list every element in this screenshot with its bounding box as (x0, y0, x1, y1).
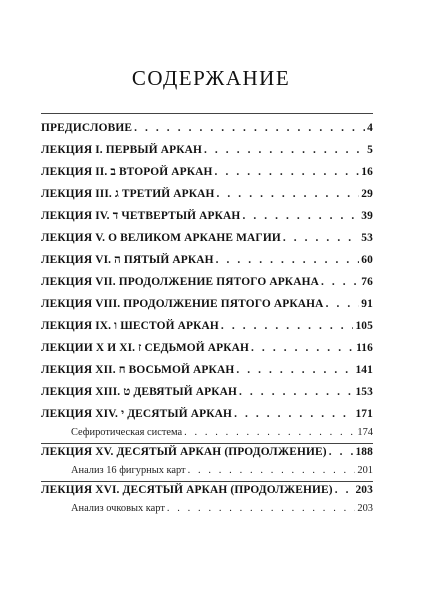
toc-page-number: 203 (357, 503, 373, 514)
toc-entry-label: ЛЕКЦИЯ VII. ПРОДОЛЖЕНИЕ ПЯТОГО АРКАНА (41, 276, 319, 288)
toc-entry-label: ЛЕКЦИЯ V. О ВЕЛИКОМ АРКАНЕ МАГИИ (41, 232, 281, 244)
dot-leader (216, 254, 360, 266)
dot-leader (234, 408, 353, 420)
toc-subentry (41, 427, 373, 438)
toc-page-number: 29 (361, 188, 373, 200)
toc-page-number: 60 (361, 254, 373, 266)
toc-page-number: 201 (357, 465, 373, 476)
dot-leader (134, 122, 365, 134)
toc-entry-label: ЛЕКЦИЯ XIV. י ДЕСЯТЫЙ АРКАН (41, 408, 233, 420)
dot-leader (321, 276, 359, 288)
toc-page-number: 76 (361, 276, 373, 288)
toc-entry-label: ЛЕКЦИЯ XVI. ДЕСЯТЫЙ АРКАН (ПРОДОЛЖЕНИЕ) (41, 484, 333, 496)
dot-leader (167, 503, 356, 514)
toc-entry (41, 188, 373, 200)
dot-leader (217, 188, 360, 200)
toc-entry-label: ПРЕДИСЛОВИЕ (41, 122, 133, 134)
dot-leader (221, 320, 354, 332)
toc-entry (41, 386, 373, 398)
toc-entry (41, 298, 373, 310)
toc-entry-label: Сефиротическая система (71, 427, 183, 438)
dot-leader (326, 298, 360, 310)
divider (41, 443, 373, 444)
dot-leader (329, 446, 354, 458)
toc-page-number: 53 (361, 232, 373, 244)
toc-page-number: 174 (357, 427, 373, 438)
dot-leader (251, 342, 354, 354)
toc-entry (41, 122, 373, 134)
toc-page-number: 171 (355, 408, 373, 420)
toc-entry-label: ЛЕКЦИЯ XIII. ט ДЕВЯТЫЙ АРКАН (41, 386, 238, 398)
toc-entry-label: ЛЕКЦИЯ IV. ד ЧЕТВЕРТЫЙ АРКАН (41, 210, 241, 222)
toc-subentry (41, 503, 373, 514)
toc-entry-label: ЛЕКЦИЯ XII. ח ВОСЬМОЙ АРКАН (41, 364, 235, 376)
dot-leader (215, 166, 360, 178)
toc-entry (41, 364, 373, 376)
dot-leader (236, 364, 353, 376)
dot-leader (184, 427, 355, 438)
toc-page-number: 203 (355, 484, 373, 496)
toc-entry (41, 408, 373, 420)
dot-leader (242, 210, 359, 222)
toc-entry-label: Анализ 16 фигурных карт (71, 465, 186, 476)
dot-leader (283, 232, 359, 244)
toc-entry (41, 320, 373, 332)
toc-entry-label: ЛЕКЦИЯ II. ב ВТОРОЙ АРКАН (41, 166, 213, 178)
dot-leader (188, 465, 356, 476)
toc-entry (41, 144, 373, 156)
toc-entry (41, 254, 373, 266)
toc-page-number: 91 (361, 298, 373, 310)
toc-entry-label: ЛЕКЦИЯ VIII. ПРОДОЛЖЕНИЕ ПЯТОГО АРКАНА (41, 298, 324, 310)
toc-entry-label: ЛЕКЦИЯ III. ג ТРЕТИЙ АРКАН (41, 188, 215, 200)
dot-leader (204, 144, 365, 156)
toc-page-number: 105 (355, 320, 373, 332)
divider (41, 481, 373, 482)
toc-entry (41, 484, 373, 496)
toc-entry (41, 210, 373, 222)
toc-entry-label: ЛЕКЦИЯ XV. ДЕСЯТЫЙ АРКАН (ПРОДОЛЖЕНИЕ) (41, 446, 327, 458)
toc-page-number: 141 (355, 364, 373, 376)
toc-entry (41, 276, 373, 288)
toc-page-number: 39 (361, 210, 373, 222)
toc-entry (41, 232, 373, 244)
dot-leader (239, 386, 353, 398)
toc-subentry (41, 465, 373, 476)
page-title: СОДЕРЖАНИЕ (131, 66, 291, 90)
toc-page-number: 153 (355, 386, 373, 398)
toc-entry-label: ЛЕКЦИЯ IX. ו ШЕСТОЙ АРКАН (41, 320, 219, 332)
toc-entry-label: ЛЕКЦИИ X И XI. ז СЕДЬМОЙ АРКАН (41, 342, 250, 354)
toc-page-number: 16 (361, 166, 373, 178)
toc-entry (41, 342, 373, 354)
dot-leader (335, 484, 354, 496)
toc-entry-label: ЛЕКЦИЯ VI. ה ПЯТЫЙ АРКАН (41, 254, 214, 266)
toc-page-number: 116 (356, 342, 373, 354)
toc-page-number: 5 (367, 144, 373, 156)
toc-entry (41, 166, 373, 178)
toc-entry-label: Анализ очковых карт (71, 503, 165, 514)
divider (41, 113, 373, 114)
toc-entry (41, 446, 373, 458)
toc-page-number: 188 (355, 446, 373, 458)
toc-page-number: 4 (367, 122, 373, 134)
toc-entry-label: ЛЕКЦИЯ I. ПЕРВЫЙ АРКАН (41, 144, 203, 156)
